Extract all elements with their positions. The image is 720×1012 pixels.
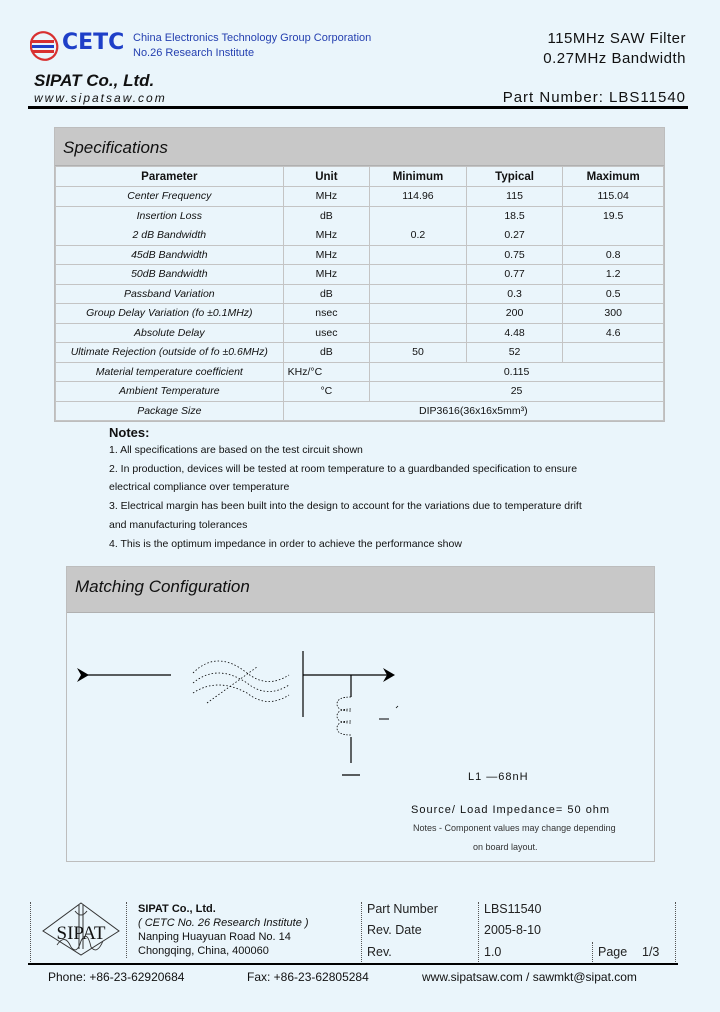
typ-cell: 4.48 <box>466 323 563 343</box>
specifications-title: Specifications <box>55 128 664 166</box>
page-value: 1/3 <box>642 945 660 959</box>
sipat-logo-icon <box>41 901 121 957</box>
footer <box>28 898 676 964</box>
column-header: Typical <box>466 167 563 187</box>
part-number-heading: Part Number: LBS11540 <box>502 89 686 106</box>
footer-institute: ( CETC No. 26 Research Institute ) <box>138 917 309 929</box>
header-divider <box>28 106 688 109</box>
table-row <box>56 304 664 324</box>
typ-cell: 0.77 <box>466 265 563 285</box>
notes-heading: Notes: <box>109 425 150 440</box>
unit-cell: KHz/°C <box>283 362 370 382</box>
table-row <box>56 206 664 226</box>
parameter-cell: Insertion Loss <box>56 206 284 226</box>
fax-number: Fax: +86-23-62805284 <box>247 970 369 984</box>
typ-cell: 18.5 <box>466 206 563 226</box>
parameter-cell: Package Size <box>56 401 284 421</box>
footer-address: Nanping Huayuan Road No. 14 <box>138 931 291 943</box>
parameter-cell: Passband Variation <box>56 284 284 304</box>
matching-note: Notes - Component values may change depending <box>413 823 616 833</box>
impedance-text: Source/ Load Impedance= 50 ohm <box>411 804 611 816</box>
note-item: 2. In production, devices will be tested at room temperature to a guardbanded specification to ensure <box>109 462 578 475</box>
parameter-cell: 45dB Bandwidth <box>56 245 284 265</box>
rev-date-label: Rev. Date <box>367 923 422 937</box>
typ-cell: 0.3 <box>466 284 563 304</box>
typ-cell: 200 <box>466 304 563 324</box>
inductor-icon <box>337 697 351 735</box>
column-header: Parameter <box>56 167 284 187</box>
max-cell: 19.5 <box>563 206 664 226</box>
table-row <box>56 401 664 421</box>
max-cell: 4.6 <box>563 323 664 343</box>
table-row <box>56 187 664 207</box>
matching-title: Matching Configuration <box>67 567 654 613</box>
min-cell: 50 <box>370 343 467 363</box>
column-header: Unit <box>283 167 370 187</box>
svg-text:SIPAT: SIPAT <box>56 923 106 944</box>
table-row <box>56 284 664 304</box>
note-item: 3. Electrical margin has been built into the design to account for the variations due to temperature drift <box>109 500 582 513</box>
footer-divider <box>30 902 31 964</box>
min-cell: 114.96 <box>370 187 467 207</box>
rev-date-value: 2005-8-10 <box>484 923 541 937</box>
ground-icon <box>342 773 362 777</box>
website-link[interactable]: www.sipatsaw.com <box>34 91 167 105</box>
part-number-label: Part Number <box>367 902 438 916</box>
max-cell: 115.04 <box>563 187 664 207</box>
typ-cell: 115 <box>466 187 563 207</box>
parameter-cell: 50dB Bandwidth <box>56 265 284 285</box>
value-cell: 0.115 <box>370 362 664 382</box>
parameter-cell: Ambient Temperature <box>56 382 284 402</box>
max-cell: 1.2 <box>563 265 664 285</box>
unit-cell: nsec <box>283 304 370 324</box>
max-cell: 0.5 <box>563 284 664 304</box>
matching-configuration-section <box>66 566 655 862</box>
saw-filter-icon <box>193 661 289 703</box>
rev-value: 1.0 <box>484 945 502 959</box>
parameter-cell: Absolute Delay <box>56 323 284 343</box>
product-title: 115MHz SAW Filter <box>547 30 686 47</box>
min-cell <box>370 265 467 285</box>
page-label: Page <box>598 945 628 959</box>
matching-note: on board layout. <box>473 842 538 852</box>
unit-cell: dB <box>283 206 370 226</box>
min-cell <box>370 304 467 324</box>
typ-cell: 0.75 <box>466 245 563 265</box>
max-cell: 0.8 <box>563 245 664 265</box>
table-row <box>56 323 664 343</box>
unit-cell: MHz <box>283 245 370 265</box>
company-name: SIPAT Co., Ltd. <box>34 71 155 90</box>
value-cell: DIP3616(36x16x5mm³) <box>283 401 663 421</box>
web-email-link[interactable]: www.sipatsaw.com / sawmkt@sipat.com <box>422 970 637 984</box>
matching-circuit-diagram <box>67 613 654 763</box>
typ-cell: 52 <box>466 343 563 363</box>
footer-company: SIPAT Co., Ltd. <box>138 903 216 915</box>
table-row <box>56 343 664 363</box>
min-cell: 0.2 <box>370 226 467 246</box>
typ-cell: 0.27 <box>466 226 563 246</box>
unit-cell: MHz <box>283 187 370 207</box>
value-cell: 25 <box>370 382 664 402</box>
note-item: 4. This is the optimum impedance in order to achieve the performance show <box>109 537 462 550</box>
table-row <box>56 382 664 402</box>
unit-cell: dB <box>283 284 370 304</box>
parameter-cell: 2 dB Bandwidth <box>56 226 284 246</box>
table-row <box>56 245 664 265</box>
note-item: 1. All specifications are based on the test circuit shown <box>109 444 363 456</box>
parameter-cell: Ultimate Rejection (outside of fo ±0.6MHz) <box>56 343 284 363</box>
max-cell <box>563 343 664 363</box>
institute-name: No.26 Research Institute <box>133 47 255 59</box>
cetc-logo-text: CETC <box>62 30 125 55</box>
min-cell <box>370 284 467 304</box>
part-number-value: LBS11540 <box>484 902 542 916</box>
max-cell: 300 <box>563 304 664 324</box>
column-header: Minimum <box>370 167 467 187</box>
column-header: Maximum <box>563 167 664 187</box>
footer-divider <box>126 902 127 958</box>
specifications-section <box>54 127 665 422</box>
parameter-cell: Center Frequency <box>56 187 284 207</box>
note-item: and manufacturing tolerances <box>109 518 248 531</box>
footer-divider <box>592 942 593 964</box>
notes-section <box>109 425 582 553</box>
inductor-value: L1 —68nH <box>468 771 529 783</box>
rev-label: Rev. <box>367 945 392 959</box>
specifications-table <box>55 166 664 421</box>
footer-city: Chongqing, China, 400060 <box>138 945 269 957</box>
min-cell <box>370 323 467 343</box>
min-cell <box>370 206 467 226</box>
unit-cell: usec <box>283 323 370 343</box>
phone-number: Phone: +86-23-62920684 <box>48 970 185 984</box>
unit-cell: dB <box>283 343 370 363</box>
footer-divider <box>675 902 676 964</box>
footer-divider <box>478 902 479 964</box>
footer-rule <box>28 963 678 965</box>
table-header-row <box>56 167 664 187</box>
unit-cell: °C <box>283 382 370 402</box>
input-arrow-icon <box>77 668 171 682</box>
table-row <box>56 362 664 382</box>
unit-cell: MHz <box>283 226 370 246</box>
parameter-cell: Material temperature coefficient <box>56 362 284 382</box>
table-row <box>56 265 664 285</box>
parameter-cell: Group Delay Variation (fo ±0.1MHz) <box>56 304 284 324</box>
table-row <box>56 226 664 246</box>
corporation-name: China Electronics Technology Group Corporation <box>133 32 372 44</box>
unit-cell: MHz <box>283 265 370 285</box>
bandwidth-title: 0.27MHz Bandwidth <box>543 50 686 67</box>
max-cell <box>563 226 664 246</box>
footer-divider <box>361 902 362 964</box>
min-cell <box>370 245 467 265</box>
note-item: electrical compliance over temperature <box>109 481 290 494</box>
